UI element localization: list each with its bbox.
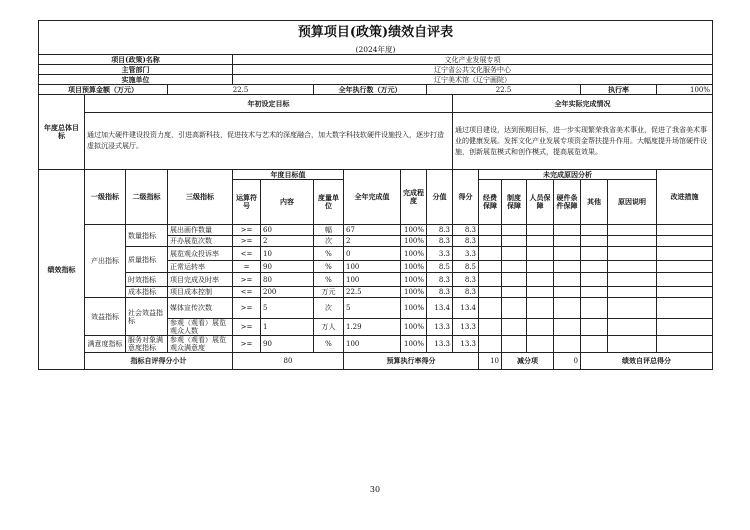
score-cell: 8.3: [453, 287, 479, 298]
executed-value: 22.5: [427, 85, 581, 95]
score-cell: 3.3: [453, 247, 479, 261]
reason-cell: [554, 319, 581, 336]
header-completion: 完成程度: [401, 170, 427, 225]
actual-cell: 67: [344, 225, 401, 236]
level3-cell: 参观（观看）展览观众满意度: [168, 336, 233, 353]
goal-planned-text: 通过加大硬件建设投资力度，引进高新科技，促进技术与艺术的深度融合，加大数字科技软硬件设施投入，逐步打造虚拟沉浸式展厅。: [85, 113, 453, 170]
measures-cell: [657, 319, 713, 336]
completion-cell: 100%: [401, 225, 427, 236]
reason-cell: [554, 225, 581, 236]
goal-planned-header: 年初设定目标: [85, 95, 453, 113]
perf-section-label: 绩效指标: [39, 170, 85, 370]
weight-cell: 13.4: [427, 298, 453, 319]
reason-cell: [527, 287, 554, 298]
header-unit: 度量单位: [314, 180, 344, 225]
content-cell: 10: [261, 247, 314, 261]
reason-cell: [527, 247, 554, 261]
header-score: 得分: [453, 170, 479, 225]
weight-cell: 3.3: [427, 247, 453, 261]
unit-cell: %: [314, 336, 344, 353]
weight-cell: 8.3: [427, 273, 453, 287]
indicator-row: [39, 287, 713, 298]
score-cell: 13.3: [453, 319, 479, 336]
unit-cell: 幅: [314, 225, 344, 236]
reason-cell: [608, 287, 657, 298]
content-cell: 60: [261, 225, 314, 236]
content-cell: 80: [261, 273, 314, 287]
doc-year: (2024年度): [39, 45, 713, 55]
operator-cell: =: [233, 261, 261, 273]
measures-cell: [657, 336, 713, 353]
level3-cell: 展览观众投诉率: [168, 247, 233, 261]
header-reason-funding: 经费保障: [479, 180, 502, 225]
measures-cell: [657, 236, 713, 247]
content-cell: 90: [261, 336, 314, 353]
header-reason-system: 制度保障: [502, 180, 527, 225]
reason-cell: [608, 261, 657, 273]
content-cell: 5: [261, 298, 314, 319]
score-cell: 8.3: [453, 225, 479, 236]
completion-cell: 100%: [401, 247, 427, 261]
reason-cell: [479, 336, 502, 353]
indicator-row: [39, 336, 713, 353]
content-cell: 2: [261, 236, 314, 247]
completion-cell: 100%: [401, 236, 427, 247]
header-level2: 二级指标: [126, 170, 168, 225]
reason-cell: [479, 247, 502, 261]
reason-cell: [502, 247, 527, 261]
project-name-label: 项目(政策)名称: [39, 55, 233, 65]
budget-label: 项目预算金额（万元）: [39, 85, 168, 95]
reason-cell: [608, 236, 657, 247]
reason-cell: [581, 336, 608, 353]
reason-cell: [479, 298, 502, 319]
reason-cell: [479, 273, 502, 287]
measures-cell: [657, 225, 713, 236]
reason-cell: [554, 287, 581, 298]
reason-cell: [581, 273, 608, 287]
score-cell: 8.3: [453, 273, 479, 287]
completion-cell: 100%: [401, 319, 427, 336]
level2-cell: 时效指标: [126, 273, 168, 287]
performance-evaluation-table: [38, 20, 713, 370]
completion-cell: 100%: [401, 298, 427, 319]
budget-value: 22.5: [168, 85, 314, 95]
reason-cell: [581, 319, 608, 336]
reason-cell: [527, 273, 554, 287]
level3-cell: 展出画作数量: [168, 225, 233, 236]
completion-cell: 100%: [401, 336, 427, 353]
completion-cell: 100%: [401, 287, 427, 298]
total-label: 绩效自评总得分: [581, 353, 713, 370]
level2-cell: 数量指标: [126, 225, 168, 247]
reason-cell: [554, 298, 581, 319]
level1-cell: 效益指标: [85, 298, 126, 336]
level3-cell: 媒体宣传次数: [168, 298, 233, 319]
level1-cell: 产出指标: [85, 225, 126, 298]
reason-cell: [502, 287, 527, 298]
actual-cell: 5: [344, 298, 401, 319]
reason-cell: [527, 236, 554, 247]
unit-cell: 万人: [314, 319, 344, 336]
reason-cell: [502, 273, 527, 287]
operator-cell: >=: [233, 336, 261, 353]
unit-cell: %: [314, 273, 344, 287]
level2-cell: 社会效益指标: [126, 298, 168, 336]
reason-cell: [527, 336, 554, 353]
completion-cell: 100%: [401, 261, 427, 273]
level2-cell: 成本指标: [126, 287, 168, 298]
weight-cell: 8.3: [427, 287, 453, 298]
reason-cell: [608, 298, 657, 319]
score-cell: 8.3: [453, 236, 479, 247]
level3-cell: 开办展览次数: [168, 236, 233, 247]
measures-cell: [657, 298, 713, 319]
unit-cell: 次: [314, 298, 344, 319]
page-number: 30: [369, 485, 381, 494]
reason-cell: [502, 336, 527, 353]
subtotal-value: 80: [233, 353, 344, 370]
indicator-row: [39, 298, 713, 319]
reason-cell: [608, 225, 657, 236]
measures-cell: [657, 247, 713, 261]
dept-label: 主管部门: [39, 65, 233, 75]
reason-cell: [608, 336, 657, 353]
reason-cell: [502, 225, 527, 236]
header-level1: 一级指标: [85, 170, 126, 225]
budget-score-value: 10: [479, 353, 502, 370]
reason-cell: [554, 336, 581, 353]
reason-cell: [527, 261, 554, 273]
budget-score-label: 预算执行率得分: [344, 353, 479, 370]
subtotal-label: 指标自评得分小计: [85, 353, 233, 370]
weight-cell: 8.3: [427, 236, 453, 247]
reason-cell: [581, 247, 608, 261]
header-annual-target: 年度目标值: [233, 170, 344, 180]
reason-cell: [479, 287, 502, 298]
actual-cell: 100: [344, 273, 401, 287]
header-measures: 改进措施: [657, 170, 713, 225]
weight-cell: 8.3: [427, 225, 453, 236]
rate-value: 100%: [657, 85, 713, 95]
header-reason-other: 其他: [581, 180, 608, 225]
header-reason-explain: 原因说明: [608, 180, 657, 225]
rate-label: 执行率: [581, 85, 657, 95]
reason-cell: [502, 261, 527, 273]
header-content: 内容: [261, 180, 314, 225]
actual-cell: 1.29: [344, 319, 401, 336]
level1-cell: 满意度指标: [85, 336, 126, 353]
operator-cell: >=: [233, 273, 261, 287]
reason-cell: [581, 298, 608, 319]
operator-cell: >=: [233, 298, 261, 319]
header-weight: 分值: [427, 170, 453, 225]
reason-cell: [502, 236, 527, 247]
content-cell: 1: [261, 319, 314, 336]
measures-cell: [657, 287, 713, 298]
indicator-row: [39, 273, 713, 287]
indicator-row: [39, 225, 713, 236]
unit-cell: %: [314, 261, 344, 273]
actual-cell: 100: [344, 336, 401, 353]
executed-label: 全年执行数（万元）: [314, 85, 427, 95]
operator-cell: >=: [233, 225, 261, 236]
weight-cell: 8.5: [427, 261, 453, 273]
goal-actual-text: 通过项目建设，达到预期目标，进一步实现繁荣我省美术事业，促进了我省美术事业的健康发展。发挥文化产业发展专项资金帮扶提升作用。大幅度提升场馆硬件设施，创新展览模式和创作模式，提高展览效果。: [453, 113, 713, 170]
header-reasons: 未完成原因分析: [479, 170, 657, 180]
completion-cell: 100%: [401, 273, 427, 287]
level3-cell: 正常运转率: [168, 261, 233, 273]
operator-cell: >=: [233, 236, 261, 247]
reason-cell: [581, 236, 608, 247]
header-actual: 全年完成值: [344, 170, 401, 225]
header-reason-hardware: 硬件条件保障: [554, 180, 581, 225]
level3-cell: 项目成本控制: [168, 287, 233, 298]
unit-label: 实施单位: [39, 75, 233, 85]
doc-title: 预算项目(政策)绩效自评表: [39, 21, 713, 46]
reason-cell: [479, 225, 502, 236]
reason-cell: [554, 236, 581, 247]
measures-cell: [657, 261, 713, 273]
reason-cell: [479, 236, 502, 247]
operator-cell: <=: [233, 287, 261, 298]
reason-cell: [527, 225, 554, 236]
deduct-value: 0: [554, 353, 581, 370]
reason-cell: [502, 298, 527, 319]
header-level3: 三级指标: [168, 170, 233, 225]
level2-cell: 质量指标: [126, 247, 168, 273]
measures-cell: [657, 273, 713, 287]
level3-cell: 参观（观看）展览观众人数: [168, 319, 233, 336]
reason-cell: [608, 319, 657, 336]
reason-cell: [502, 319, 527, 336]
score-cell: 13.4: [453, 298, 479, 319]
weight-cell: 13.3: [427, 336, 453, 353]
operator-cell: <=: [233, 247, 261, 261]
actual-cell: 0: [344, 247, 401, 261]
actual-cell: 2: [344, 236, 401, 247]
reason-cell: [554, 273, 581, 287]
unit-cell: %: [314, 247, 344, 261]
reason-cell: [581, 225, 608, 236]
score-cell: 8.5: [453, 261, 479, 273]
reason-cell: [608, 273, 657, 287]
header-operator: 运算符号: [233, 180, 261, 225]
actual-cell: 100: [344, 261, 401, 273]
unit-value: 辽宁美术馆（辽宁画院）: [233, 75, 713, 85]
reason-cell: [608, 247, 657, 261]
unit-cell: 万元: [314, 287, 344, 298]
content-cell: 200: [261, 287, 314, 298]
indicator-row: [39, 247, 713, 261]
reason-cell: [527, 319, 554, 336]
reason-cell: [527, 298, 554, 319]
level3-cell: 项目完成及时率: [168, 273, 233, 287]
reason-cell: [581, 287, 608, 298]
deduct-label: 减分项: [502, 353, 554, 370]
unit-cell: 次: [314, 236, 344, 247]
score-cell: 13.3: [453, 336, 479, 353]
reason-cell: [479, 319, 502, 336]
dept-value: 辽宁省公共文化服务中心: [233, 65, 713, 75]
reason-cell: [554, 261, 581, 273]
weight-cell: 13.3: [427, 319, 453, 336]
level2-cell: 服务对象满意度指标: [126, 336, 168, 353]
header-reason-staff: 人员保障: [527, 180, 554, 225]
content-cell: 90: [261, 261, 314, 273]
project-name-value: 文化产业发展专项: [233, 55, 713, 65]
reason-cell: [479, 261, 502, 273]
reason-cell: [581, 261, 608, 273]
goal-section-label: 年度总体目标: [39, 95, 85, 170]
goal-actual-header: 全年实际完成情况: [453, 95, 713, 113]
actual-cell: 22.5: [344, 287, 401, 298]
reason-cell: [554, 247, 581, 261]
operator-cell: >=: [233, 319, 261, 336]
